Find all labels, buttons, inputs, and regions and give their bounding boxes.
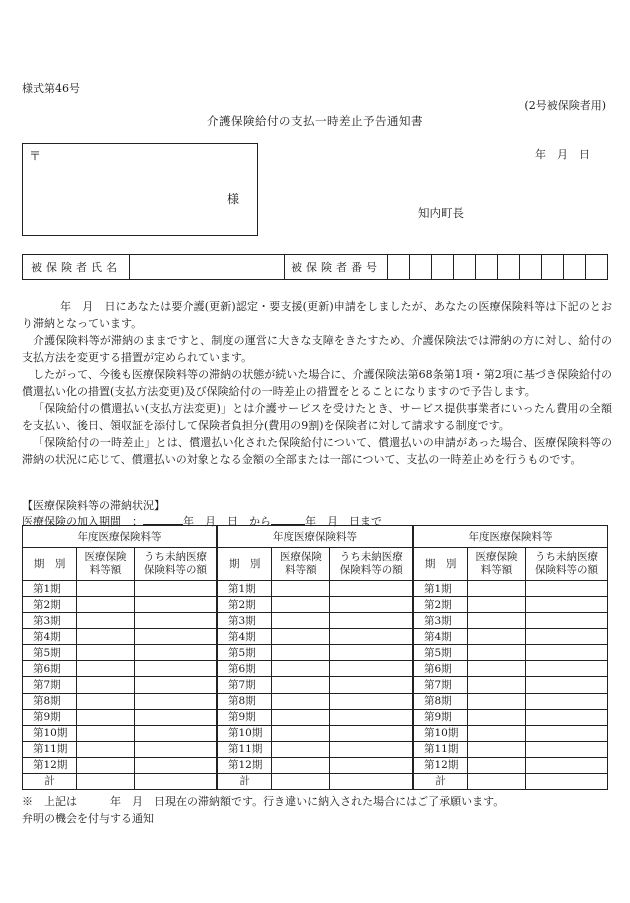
amount-cell[interactable] xyxy=(77,613,135,629)
insured-number-digit[interactable] xyxy=(476,255,498,280)
period-label: 第7期 xyxy=(23,677,77,693)
col-amount-line-1: 医療保険 xyxy=(279,551,322,564)
unpaid-cell[interactable] xyxy=(330,741,413,757)
amount-cell[interactable] xyxy=(77,677,135,693)
table-row xyxy=(218,645,413,661)
form-number: 様式第46号 xyxy=(22,82,80,95)
body-paragraph-2: 介護保険料等が滞納のままですと、制度の運営に大きな支障をきたすため、介護保険法では滞納の方に対し、給付の支払方法を変更する措置が定められています。 xyxy=(22,334,612,364)
amount-cell[interactable] xyxy=(77,741,135,757)
amount-cell[interactable] xyxy=(468,693,526,709)
address-box xyxy=(22,143,258,236)
amount-cell[interactable] xyxy=(77,693,135,709)
period-label: 第1期 xyxy=(23,581,77,597)
period-label: 第10期 xyxy=(218,725,272,741)
period-from: 年 月 日 から xyxy=(183,515,271,528)
unpaid-cell[interactable] xyxy=(134,741,216,757)
col-amount-line-2: 料等額 xyxy=(480,564,513,577)
amount-cell[interactable] xyxy=(77,661,135,677)
period-year-from-blank[interactable] xyxy=(143,512,183,525)
amount-cell[interactable] xyxy=(272,725,330,741)
total-label: 計 xyxy=(218,773,272,789)
unpaid-cell[interactable] xyxy=(330,725,413,741)
unpaid-cell[interactable] xyxy=(525,677,607,693)
total-amount-cell[interactable] xyxy=(468,773,526,789)
table-row xyxy=(23,645,217,661)
table-row xyxy=(23,741,217,757)
amount-cell[interactable] xyxy=(272,597,330,613)
table-row xyxy=(414,693,608,709)
col-period-header: 期 別 xyxy=(414,548,468,581)
col-period-header: 期 別 xyxy=(23,548,77,581)
unpaid-cell[interactable] xyxy=(525,581,607,597)
amount-cell[interactable] xyxy=(77,629,135,645)
col-amount-line-1: 医療保険 xyxy=(84,551,127,564)
insured-type-label: (2号被保険者用) xyxy=(524,99,606,112)
unpaid-cell[interactable] xyxy=(330,709,413,725)
table-row xyxy=(414,613,608,629)
unpaid-cell[interactable] xyxy=(525,661,607,677)
total-unpaid-cell[interactable] xyxy=(330,773,413,789)
year-header: 年度医療保険料等 xyxy=(23,526,217,548)
honorific: 様 xyxy=(227,192,240,206)
document-title: 介護保険給付の支払一時差止予告通知書 xyxy=(207,114,423,128)
col-amount-header xyxy=(468,548,526,581)
amount-cell[interactable] xyxy=(272,757,330,773)
col-unpaid-header xyxy=(134,548,216,581)
table-row xyxy=(218,677,413,693)
amount-cell[interactable] xyxy=(77,597,135,613)
insured-id-table xyxy=(22,254,608,280)
period-label: 第5期 xyxy=(23,645,77,661)
unpaid-cell[interactable] xyxy=(525,629,607,645)
period-label: 第11期 xyxy=(23,741,77,757)
unpaid-cell[interactable] xyxy=(134,629,216,645)
total-row xyxy=(414,773,608,789)
unpaid-cell[interactable] xyxy=(525,757,607,773)
amount-cell[interactable] xyxy=(77,757,135,773)
total-row xyxy=(23,773,217,789)
unpaid-cell[interactable] xyxy=(134,677,216,693)
period-label: 第8期 xyxy=(218,693,272,709)
amount-cell[interactable] xyxy=(468,581,526,597)
fee-table xyxy=(413,525,608,790)
period-label: 第6期 xyxy=(23,661,77,677)
period-label: 第10期 xyxy=(23,725,77,741)
body-text xyxy=(22,298,612,468)
table-row xyxy=(23,693,217,709)
col-unpaid-line-1: うち未納医療 xyxy=(143,551,207,564)
period-label: 第11期 xyxy=(218,741,272,757)
period-label: 第1期 xyxy=(414,581,468,597)
unpaid-cell[interactable] xyxy=(134,581,216,597)
unpaid-cell[interactable] xyxy=(525,709,607,725)
period-label: 第4期 xyxy=(414,629,468,645)
period-label: 第8期 xyxy=(23,693,77,709)
table-row xyxy=(414,581,608,597)
amount-cell[interactable] xyxy=(468,597,526,613)
period-label: 医療保険の加入期間 ： xyxy=(22,515,143,528)
body-paragraph-1: 年 月 日にあなたは要介護(更新)認定・要支援(更新)申請をしましたが、あなたの医療保険料等は下記のとおり滞納となっています。 xyxy=(22,300,612,330)
unpaid-cell[interactable] xyxy=(330,677,413,693)
period-label: 第2期 xyxy=(414,597,468,613)
issuer: 知内町長 xyxy=(418,206,464,220)
period-label: 第1期 xyxy=(218,581,272,597)
period-to: 年 月 日まで xyxy=(305,515,382,528)
period-label: 第6期 xyxy=(218,661,272,677)
unpaid-cell[interactable] xyxy=(134,709,216,725)
date-line: 年 月 日 xyxy=(535,148,590,161)
amount-cell[interactable] xyxy=(272,677,330,693)
amount-cell[interactable] xyxy=(272,661,330,677)
total-amount-cell[interactable] xyxy=(77,773,135,789)
amount-cell[interactable] xyxy=(272,693,330,709)
period-label: 第12期 xyxy=(23,757,77,773)
insured-number-digit[interactable] xyxy=(586,255,608,280)
total-amount-cell[interactable] xyxy=(272,773,330,789)
table-row xyxy=(414,725,608,741)
table-row xyxy=(218,709,413,725)
amount-cell[interactable] xyxy=(468,709,526,725)
total-label: 計 xyxy=(414,773,468,789)
amount-cell[interactable] xyxy=(468,677,526,693)
table-row xyxy=(218,581,413,597)
table-row xyxy=(218,597,413,613)
period-label: 第4期 xyxy=(218,629,272,645)
unpaid-cell[interactable] xyxy=(330,597,413,613)
period-label: 第3期 xyxy=(218,613,272,629)
table-row xyxy=(414,757,608,773)
unpaid-cell[interactable] xyxy=(134,597,216,613)
col-period-header: 期 別 xyxy=(218,548,272,581)
table-row xyxy=(414,661,608,677)
total-unpaid-cell[interactable] xyxy=(134,773,216,789)
insured-number-digit[interactable] xyxy=(564,255,586,280)
unpaid-cell[interactable] xyxy=(525,741,607,757)
amount-cell[interactable] xyxy=(272,709,330,725)
amount-cell[interactable] xyxy=(272,581,330,597)
unpaid-cell[interactable] xyxy=(330,645,413,661)
table-row xyxy=(218,661,413,677)
table-row xyxy=(218,741,413,757)
period-label: 第10期 xyxy=(414,725,468,741)
unpaid-cell[interactable] xyxy=(134,757,216,773)
amount-cell[interactable] xyxy=(77,725,135,741)
postal-mark: 〒 xyxy=(29,149,42,163)
unpaid-cell[interactable] xyxy=(330,693,413,709)
year-header: 年度医療保険料等 xyxy=(218,526,413,548)
period-label: 第3期 xyxy=(414,613,468,629)
table-row xyxy=(23,677,217,693)
amount-cell[interactable] xyxy=(272,629,330,645)
total-row xyxy=(218,773,413,789)
insured-number-digit[interactable] xyxy=(454,255,476,280)
table-row xyxy=(23,629,217,645)
table-row xyxy=(218,613,413,629)
col-unpaid-line-2: 保険料等の額 xyxy=(534,564,598,577)
unpaid-cell[interactable] xyxy=(330,629,413,645)
table-row xyxy=(414,709,608,725)
table-row xyxy=(414,597,608,613)
period-label: 第2期 xyxy=(218,597,272,613)
amount-cell[interactable] xyxy=(77,709,135,725)
amount-cell[interactable] xyxy=(468,629,526,645)
amount-cell[interactable] xyxy=(272,741,330,757)
table-row xyxy=(23,725,217,741)
col-amount-header xyxy=(77,548,135,581)
col-amount-line-1: 医療保険 xyxy=(475,551,518,564)
amount-cell[interactable] xyxy=(468,725,526,741)
table-row xyxy=(414,629,608,645)
unpaid-cell[interactable] xyxy=(525,613,607,629)
table-row xyxy=(414,677,608,693)
amount-cell[interactable] xyxy=(468,741,526,757)
unpaid-cell[interactable] xyxy=(525,645,607,661)
body-paragraph-4: 「保険給付の償還払い(支払方法変更)」とは介護サービスを受けたとき、サービス提供事業者にいったん費用の全額を支払い、後日、領収証を添付して保険者負担分(費用の9割)を保険者に対して請求する制度です。 xyxy=(22,402,612,432)
col-unpaid-line-1: うち未納医療 xyxy=(339,551,403,564)
amount-cell[interactable] xyxy=(77,581,135,597)
insured-number-digit[interactable] xyxy=(432,255,454,280)
unpaid-cell[interactable] xyxy=(330,613,413,629)
period-label: 第11期 xyxy=(414,741,468,757)
fee-table xyxy=(217,525,413,790)
table-row xyxy=(414,645,608,661)
insured-name-field[interactable] xyxy=(130,255,285,280)
unpaid-cell[interactable] xyxy=(134,661,216,677)
note: ※ 上記は 年 月 日現在の滞納額です。行き違いに納入された場合にはご了承願います。 xyxy=(22,795,505,808)
amount-cell[interactable] xyxy=(468,645,526,661)
body-paragraph-5: 「保険給付の一時差止」とは、償還払い化された保険給付について、償還払いの申請があった場合、医療保険料等の滞納の状況に応じて、償還払いの対象となる金額の全部または一部について、支払の一時差止めを行うものです。 xyxy=(22,436,612,466)
period-label: 第3期 xyxy=(23,613,77,629)
period-label: 第5期 xyxy=(218,645,272,661)
body-paragraph-3: したがって、今後も医療保険料等の滞納の状態が続いた場合に、介護保険法第68条第1項・第2項に基づき保険給付の償還払い化の措置(支払方法変更)及び保険給付の一時差止の措置をとることになりますので予告します。 xyxy=(22,368,612,398)
period-label: 第2期 xyxy=(23,597,77,613)
period-label: 第7期 xyxy=(218,677,272,693)
period-label: 第12期 xyxy=(218,757,272,773)
table-row xyxy=(23,709,217,725)
table-row xyxy=(218,757,413,773)
total-label: 計 xyxy=(23,773,77,789)
unpaid-cell[interactable] xyxy=(330,757,413,773)
footer-title: 弁明の機会を付与する通知 xyxy=(22,812,154,825)
amount-cell[interactable] xyxy=(272,613,330,629)
table-row xyxy=(414,741,608,757)
period-label: 第8期 xyxy=(414,693,468,709)
period-label: 第9期 xyxy=(23,709,77,725)
col-unpaid-header xyxy=(525,548,607,581)
insured-number-digit[interactable] xyxy=(520,255,542,280)
amount-cell[interactable] xyxy=(77,645,135,661)
period-label: 第9期 xyxy=(218,709,272,725)
col-unpaid-line-1: うち未納医療 xyxy=(534,551,598,564)
col-unpaid-line-2: 保険料等の額 xyxy=(339,564,403,577)
table-row xyxy=(218,693,413,709)
period-label: 第7期 xyxy=(414,677,468,693)
period-label: 第4期 xyxy=(23,629,77,645)
period-label: 第9期 xyxy=(414,709,468,725)
unpaid-cell[interactable] xyxy=(525,725,607,741)
insured-number-digit[interactable] xyxy=(498,255,520,280)
amount-cell[interactable] xyxy=(468,661,526,677)
col-amount-line-2: 料等額 xyxy=(89,564,122,577)
table-row xyxy=(23,581,217,597)
period-label: 第5期 xyxy=(414,645,468,661)
insured-number-digit[interactable] xyxy=(542,255,564,280)
unpaid-cell[interactable] xyxy=(330,661,413,677)
insured-number-digit[interactable] xyxy=(410,255,432,280)
amount-cell[interactable] xyxy=(468,613,526,629)
unpaid-cell[interactable] xyxy=(330,581,413,597)
amount-cell[interactable] xyxy=(272,645,330,661)
col-unpaid-line-2: 保険料等の額 xyxy=(143,564,207,577)
table-row xyxy=(218,629,413,645)
insured-number-digit[interactable] xyxy=(388,255,410,280)
table-row xyxy=(23,613,217,629)
section-heading: 【医療保険料等の滞納状況】 xyxy=(22,499,165,512)
unpaid-cell[interactable] xyxy=(134,725,216,741)
unpaid-cell[interactable] xyxy=(525,597,607,613)
col-unpaid-header xyxy=(330,548,413,581)
period-label: 第12期 xyxy=(414,757,468,773)
table-row xyxy=(23,597,217,613)
amount-cell[interactable] xyxy=(468,757,526,773)
insured-number-label: 被保険者番号 xyxy=(285,255,388,280)
year-header: 年度医療保険料等 xyxy=(414,526,608,548)
table-row xyxy=(218,725,413,741)
fee-table xyxy=(22,525,217,790)
period-year-to-blank[interactable] xyxy=(271,512,305,525)
col-amount-header xyxy=(272,548,330,581)
period-label: 第6期 xyxy=(414,661,468,677)
total-unpaid-cell[interactable] xyxy=(525,773,607,789)
unpaid-cell[interactable] xyxy=(134,693,216,709)
unpaid-cell[interactable] xyxy=(134,613,216,629)
table-row xyxy=(23,661,217,677)
col-amount-line-2: 料等額 xyxy=(285,564,317,577)
table-row xyxy=(23,757,217,773)
insured-name-label: 被保険者氏名 xyxy=(23,255,130,280)
unpaid-cell[interactable] xyxy=(134,645,216,661)
unpaid-cell[interactable] xyxy=(525,693,607,709)
